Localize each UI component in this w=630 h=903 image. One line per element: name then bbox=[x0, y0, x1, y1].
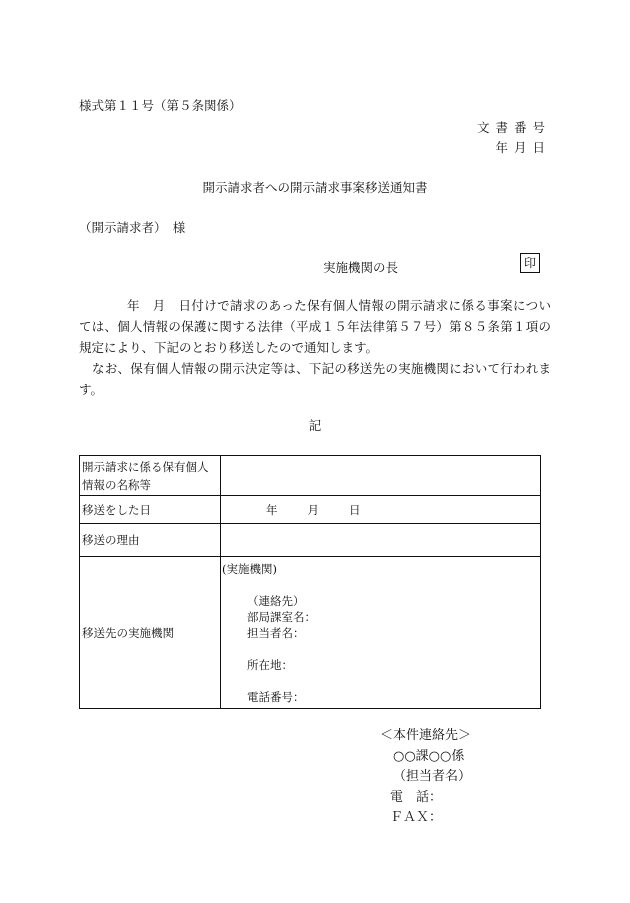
contact-label: （連絡先） bbox=[247, 594, 305, 608]
row-value-transfer-date bbox=[221, 496, 541, 524]
row-label-info-name: 開示請求に係る保有個人情報の名称等 bbox=[80, 456, 221, 496]
table-row bbox=[80, 524, 541, 557]
date-month: 月 bbox=[307, 502, 319, 517]
row-value-transfer-reason bbox=[221, 524, 541, 557]
table-row bbox=[80, 496, 541, 524]
body-paragraph-1: 年 月 日付けで請求のあった保有個人情報の開示請求に係る事案については、個人情報の保護に関する法律（平成１５年法律第５７号）第８５条第１項の規定により、下記のとおり移送したので通知します。 bbox=[79, 298, 551, 355]
document-date-label: 年月日 bbox=[495, 140, 551, 155]
contact-section: ○○課○○係 bbox=[393, 748, 465, 764]
row-label-transfer-date: 移送をした日 bbox=[80, 496, 221, 524]
row-value-destination-agency bbox=[221, 557, 541, 709]
table-row bbox=[80, 557, 541, 709]
ki-heading: 記 bbox=[308, 418, 322, 433]
form-number: 様式第１１号（第５条関係） bbox=[79, 98, 242, 113]
document-number-label: 文書番号 bbox=[476, 120, 551, 135]
contact-person: （担当者名） bbox=[393, 769, 472, 784]
row-label-transfer-reason: 移送の理由 bbox=[80, 524, 221, 557]
table-row bbox=[80, 456, 541, 496]
row-value-info-name bbox=[221, 456, 541, 496]
document-title: 開示請求者への開示請求事案移送通知書 bbox=[202, 180, 428, 195]
address-label: 所在地： bbox=[247, 658, 293, 672]
body-paragraph-2: なお、保有個人情報の開示決定等は、下記の移送先の実施機関において行われます。 bbox=[79, 361, 551, 397]
dept-label: 部局課室名： bbox=[247, 610, 316, 624]
date-day: 日 bbox=[349, 502, 361, 517]
person-label: 担当者名： bbox=[247, 626, 305, 640]
contact-fax: ＦＡＸ： bbox=[390, 810, 443, 825]
agency-label: (実施機関) bbox=[222, 562, 277, 576]
transfer-info-table bbox=[79, 455, 541, 709]
body-text bbox=[79, 295, 551, 400]
date-year: 年 bbox=[266, 502, 278, 517]
addressee: （開示請求者） 様 bbox=[79, 220, 186, 235]
row-label-destination-agency: 移送先の実施機関 bbox=[80, 557, 221, 709]
seal-stamp: 印 bbox=[520, 253, 540, 273]
sender: 実施機関の長 bbox=[323, 260, 399, 275]
contact-phone: 電 話： bbox=[390, 789, 443, 805]
contact-block bbox=[380, 726, 471, 829]
phone-label: 電話番号： bbox=[247, 690, 305, 704]
contact-heading: ＜本件連絡先＞ bbox=[380, 728, 472, 743]
